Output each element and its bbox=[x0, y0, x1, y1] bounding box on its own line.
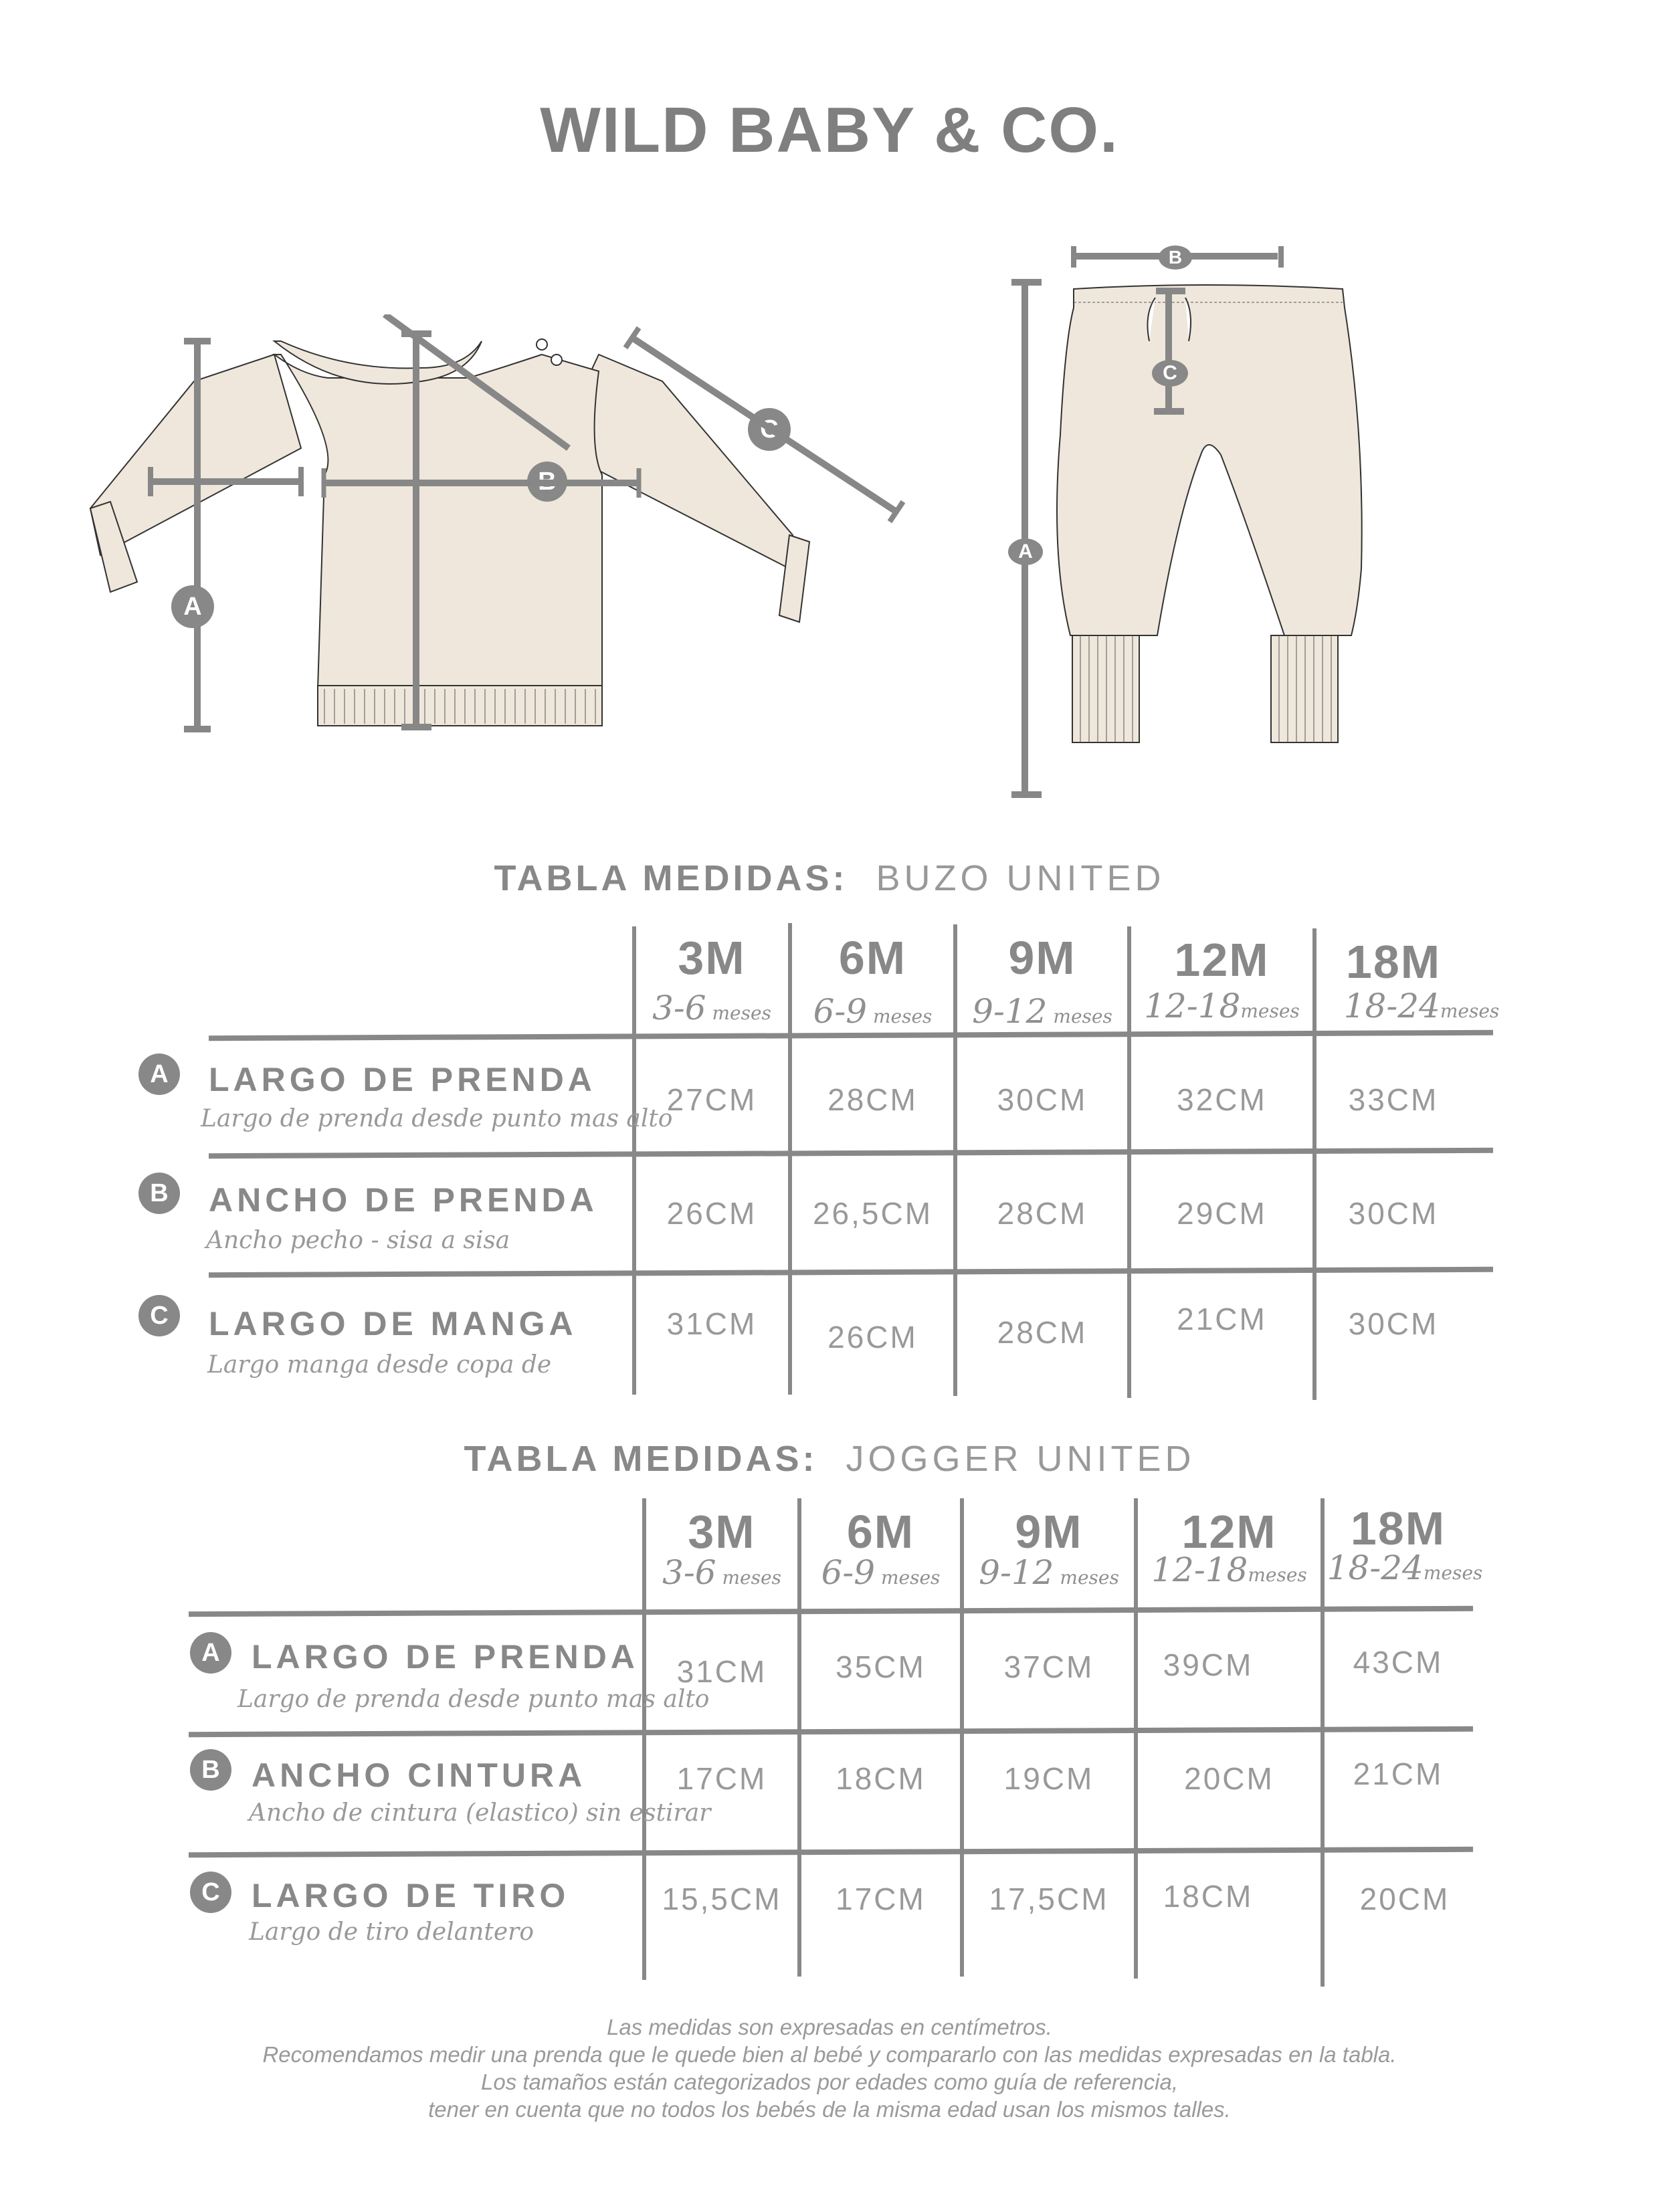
footer-line: Los tamaños están categorizados por edades como guía de referencia, bbox=[481, 2070, 1178, 2094]
row-badge: A bbox=[190, 1632, 231, 1674]
column-size: 3M bbox=[678, 932, 746, 984]
grid-line bbox=[209, 1267, 1493, 1278]
table-cell: 15,5CM bbox=[662, 1882, 782, 1916]
row-label: LARGO DE PRENDA bbox=[252, 1638, 639, 1676]
table-cell: 31CM bbox=[676, 1654, 767, 1689]
table-title-product: BUZO UNITED bbox=[876, 858, 1165, 898]
table-cell: 31CM bbox=[666, 1306, 757, 1341]
table-cell: 28CM bbox=[997, 1196, 1088, 1231]
column-size: 6M bbox=[846, 1506, 915, 1558]
column-range: 18-24meses bbox=[1327, 1548, 1483, 1587]
table-cell: 26CM bbox=[666, 1196, 757, 1231]
table-cell: 17CM bbox=[676, 1761, 767, 1796]
table-title-bold: TABLA MEDIDAS: bbox=[464, 1439, 818, 1479]
table-title-product: JOGGER UNITED bbox=[846, 1439, 1195, 1479]
sweater-marker-c: C bbox=[748, 408, 791, 451]
column-size: 18M bbox=[1350, 1502, 1446, 1554]
table-title-bold: TABLA MEDIDAS: bbox=[494, 858, 848, 898]
table-cell: 30CM bbox=[997, 1082, 1088, 1117]
table-cell: 21CM bbox=[1177, 1302, 1267, 1336]
table-cell: 28CM bbox=[827, 1082, 918, 1117]
row-badge: A bbox=[138, 1053, 180, 1095]
sweater-measure-lines bbox=[0, 0, 1659, 803]
table-title bbox=[0, 858, 1659, 899]
table-cell: 39CM bbox=[1163, 1647, 1254, 1682]
row-description: Largo de tiro delantero bbox=[249, 1918, 534, 1946]
column-size: 6M bbox=[838, 932, 907, 984]
table-cell: 29CM bbox=[1177, 1196, 1267, 1231]
column-size: 9M bbox=[1015, 1506, 1083, 1558]
table-cell: 35CM bbox=[836, 1649, 926, 1684]
table-cell: 30CM bbox=[1348, 1196, 1439, 1231]
table-cell: 37CM bbox=[1003, 1649, 1094, 1684]
table-cell: 26CM bbox=[827, 1320, 918, 1354]
row-badge: C bbox=[138, 1295, 180, 1336]
column-size: 3M bbox=[688, 1506, 756, 1558]
table-cell: 28CM bbox=[997, 1315, 1088, 1350]
row-description: Largo manga desde copa de bbox=[207, 1351, 552, 1379]
table-cell: 18CM bbox=[836, 1761, 926, 1796]
pants-illustration bbox=[1003, 234, 1405, 803]
footer-line: Recomendamos medir una prenda que le quede bien al bebé y compararlo con las medidas expresadas en la tabla. bbox=[262, 2042, 1397, 2067]
pants-marker-c: C bbox=[1152, 360, 1188, 387]
table-cell: 20CM bbox=[1359, 1882, 1450, 1916]
grid-line bbox=[209, 1030, 1493, 1041]
table-cell: 17CM bbox=[836, 1882, 926, 1916]
grid-line bbox=[209, 1148, 1493, 1159]
grid-line bbox=[189, 1726, 1473, 1737]
table-cell: 26,5CM bbox=[812, 1196, 933, 1231]
column-range: 6-9 meses bbox=[813, 992, 933, 1031]
column-range: 18-24meses bbox=[1343, 987, 1500, 1025]
column-size: 12M bbox=[1174, 934, 1270, 986]
grid-line bbox=[189, 1847, 1473, 1857]
footer-line: tener en cuenta que no todos los bebés de la misma edad usan los mismos talles. bbox=[428, 2097, 1231, 2122]
table-cell: 30CM bbox=[1348, 1306, 1439, 1341]
row-label: LARGO DE MANGA bbox=[209, 1305, 577, 1342]
row-badge: B bbox=[190, 1749, 231, 1791]
sweater-marker-b: B bbox=[527, 462, 567, 502]
sweater-marker-a: A bbox=[171, 585, 214, 628]
column-size: 18M bbox=[1345, 936, 1442, 988]
row-label: LARGO DE TIRO bbox=[252, 1877, 570, 1914]
pants-marker-b: B bbox=[1159, 245, 1192, 270]
column-range: 3-6 meses bbox=[662, 1553, 781, 1592]
column-range: 6-9 meses bbox=[821, 1553, 941, 1592]
row-description: Largo de prenda desde punto mas alto bbox=[237, 1686, 710, 1713]
column-range: 12-18meses bbox=[1144, 987, 1300, 1025]
column-size: 9M bbox=[1008, 932, 1076, 984]
table-cell: 43CM bbox=[1353, 1645, 1444, 1680]
table-cell: 33CM bbox=[1348, 1082, 1439, 1117]
table-cell: 27CM bbox=[666, 1082, 757, 1117]
column-range: 9-12 meses bbox=[979, 1553, 1119, 1592]
footer-line: Las medidas son expresadas en centímetros. bbox=[607, 2015, 1052, 2039]
grid-line bbox=[189, 1606, 1473, 1617]
table-cell: 20CM bbox=[1184, 1761, 1274, 1796]
column-range: 9-12 meses bbox=[972, 992, 1112, 1031]
brand-title: WILD BABY & CO. bbox=[540, 94, 1119, 166]
table-cell: 21CM bbox=[1353, 1756, 1444, 1791]
table-cell: 18CM bbox=[1163, 1879, 1254, 1914]
row-description: Ancho pecho - sisa a sisa bbox=[206, 1227, 510, 1254]
table-cell: 32CM bbox=[1177, 1082, 1267, 1117]
row-description: Largo de prenda desde punto mas alto bbox=[201, 1105, 673, 1132]
column-size: 12M bbox=[1181, 1506, 1277, 1558]
table-cell: 17,5CM bbox=[989, 1882, 1109, 1916]
row-badge: B bbox=[138, 1173, 180, 1214]
pants-marker-a: A bbox=[1008, 538, 1043, 565]
table-cell: 19CM bbox=[1003, 1761, 1094, 1796]
column-range: 3-6 meses bbox=[652, 989, 771, 1027]
row-description: Ancho de cintura (elastico) sin estirar bbox=[249, 1799, 711, 1827]
footer-notes bbox=[0, 2013, 1659, 2123]
row-label: LARGO DE PRENDA bbox=[209, 1061, 596, 1098]
column-range: 12-18meses bbox=[1151, 1550, 1307, 1589]
table-title bbox=[0, 1438, 1659, 1480]
row-label: ANCHO CINTURA bbox=[252, 1756, 587, 1794]
row-label: ANCHO DE PRENDA bbox=[209, 1181, 598, 1219]
row-badge: C bbox=[190, 1872, 231, 1913]
